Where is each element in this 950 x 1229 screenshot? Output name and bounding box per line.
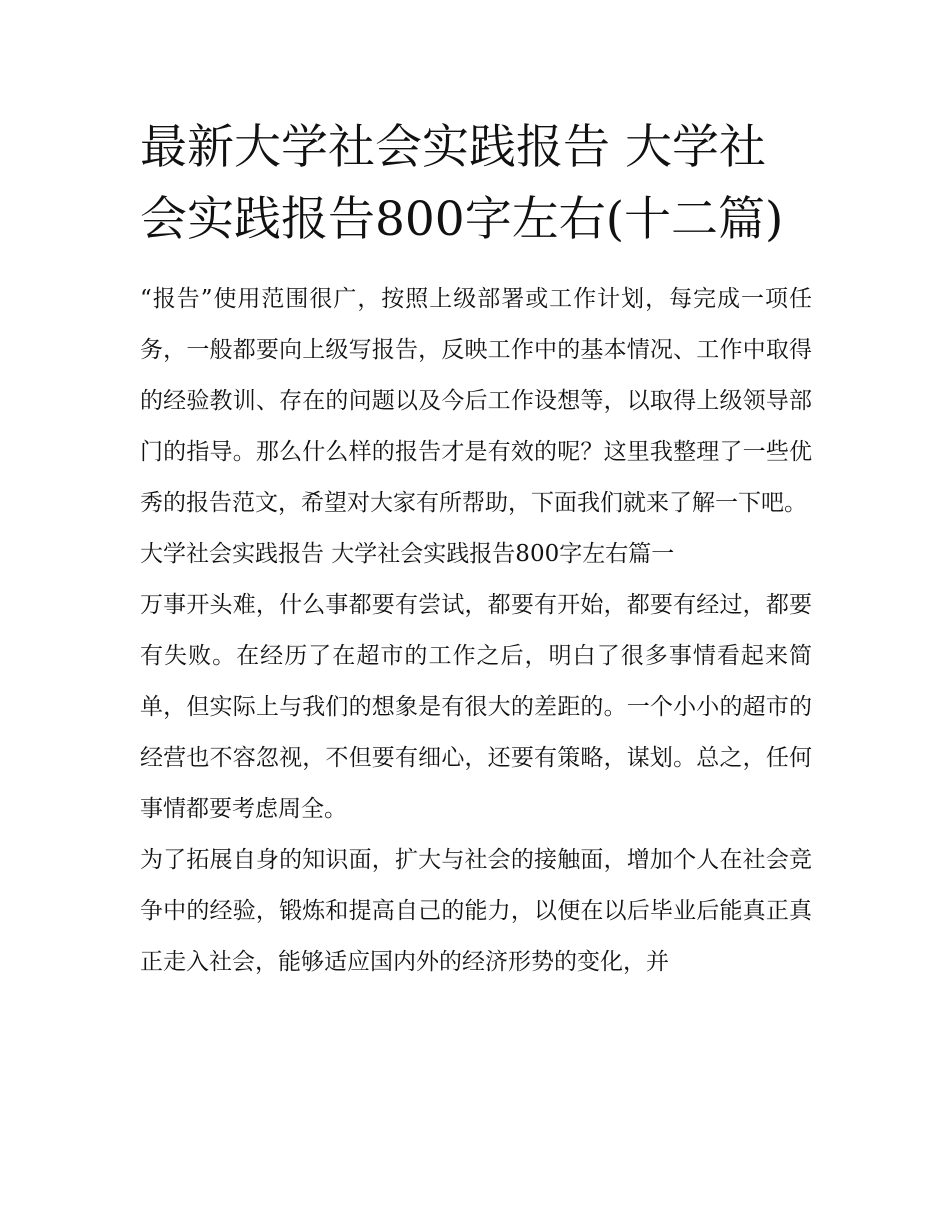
intro-paragraph: “报告”使用范围很广，按照上级部署或工作计划，每完成一项任务，一般都要向上级写报告，反映工作中的基本情况、工作中取得的经验教训、存在的问题以及今后工作设想等，以取得上级领导部门的指导。那么什么样的报告才是有效的呢？这里我整理了一些优秀的报告范文，希望对大家有所帮助，下面我们就来了解一下吧。 <box>140 286 812 516</box>
body-paragraph-1: 万事开头难，什么事都要有尝试，都要有开始，都要有经过，都要有失败。在经历了在超市的工作之后，明白了很多事情看起来简单，但实际上与我们的想象是有很大的差距的。一个小小的超市的经营也不容忽视，不但要有细心，还要有策略，谋划。总之，任何事情都要考虑周全。 <box>140 592 812 822</box>
body-paragraph-2: 为了拓展自身的知识面，扩大与社会的接触面，增加个人在社会竞争中的经验，锻炼和提高自己的能力，以便在以后毕业后能真正真正走入社会，能够适应国内外的经济形势的变化，并 <box>140 847 812 975</box>
document-title: 最新大学社会实践报告 大学社会实践报告800字左右(十二篇) <box>140 120 784 247</box>
section-heading: 大学社会实践报告 大学社会实践报告800字左右篇一 <box>140 541 675 567</box>
document-page <box>140 112 812 988</box>
